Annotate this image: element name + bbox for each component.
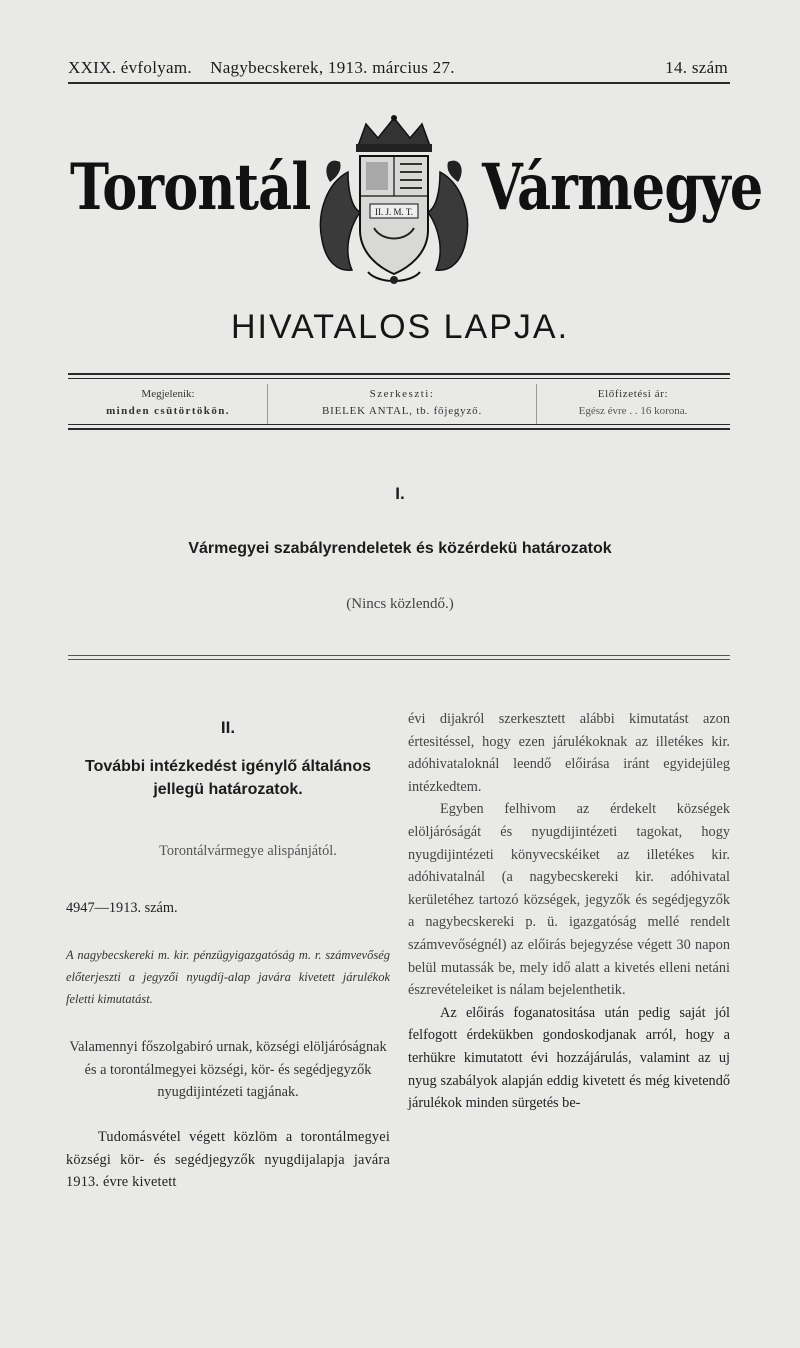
- masthead-title-right: Vármegye: [482, 150, 763, 225]
- section-1-title: Vármegyei szabályrendeletek és közérdekü határozatok: [188, 540, 612, 557]
- section-rule-1: [68, 655, 730, 656]
- header-rule: [68, 82, 730, 84]
- info-rule-top-2: [68, 378, 730, 379]
- section-2-title-line1: További intézkedést igénylő általános: [85, 758, 371, 775]
- publish-value: minden csütörtökön.: [106, 405, 230, 417]
- editor-label: Szerkeszti:: [369, 388, 435, 400]
- masthead-title-left: Torontál: [70, 150, 311, 225]
- right-paragraph-2: Egyben felhivom az érdekelt községek elöljáróságát és nyugdijintézeti tagokat, hogy nyugdijintézeti könyvecskéiket az illetékes kir. adóhivatalnál (a nagybecskereki kir. adóhivatal kerületéhez tartozó községek, jegyzők és segédjegyzők a nagybecskereki p. ü. igazgatóság mellé rendelt számvevőségnél) az előirás bejegyzése végett 30 napon belül mutassák be, mely idő alatt a kivetés elleni netáni észrevételeiket is nálam bejelenthetik.: [408, 801, 730, 999]
- publish-label: Megjelenik:: [141, 388, 195, 400]
- info-rule-top-1: [68, 373, 730, 375]
- editor-value: BIELEK ANTAL, tb. főjegyző.: [321, 405, 483, 417]
- section-2-number: II.: [220, 718, 236, 737]
- addressee-text: Valamennyi főszolgabiró urnak, községi elöljáróságnak és a torontálmegyei községi, kör- és segédjegyzők nyugdijintézeti tagjának.: [69, 1039, 387, 1101]
- summary-text: A nagybecskereki m. kir. pénzügyigazgatóság m. r. számvevőség előterjeszti a jegyzői nyugdíj-alap javára kivetett járulékok feletti kimutatást.: [66, 948, 390, 1007]
- info-price: [537, 386, 729, 420]
- coat-of-arms-icon: [308, 112, 480, 288]
- right-column: [408, 708, 730, 1115]
- price-label: Előfizetési ár:: [597, 388, 669, 400]
- info-editor: [268, 386, 536, 420]
- issue-header: [68, 58, 730, 82]
- left-column: [66, 840, 390, 1194]
- section-rule-2: [68, 659, 730, 660]
- body-start: Tudomásvétel végett közlöm a torontálmegyei községi kör- és segédjegyzők nyugdijalapja javára 1913. évre kivetett: [66, 1128, 390, 1191]
- volume-date: XXIX. évfolyam. Nagybecskerek, 1913. március 27.: [68, 58, 455, 77]
- section-1-number: I.: [395, 484, 405, 503]
- masthead-subtitle: HIVATALOS LAPJA.: [230, 308, 570, 346]
- right-paragraph-3: Az előirás foganatositása után pedig saját jól felfogott érdekükben gondoskodjanak arról, hogy a terhükre kimutatott évi hozzájárulás, valamint az uj nyug szabályok alapján eddig kivetett és még kivetendő járulékok minden sürgetés be-: [408, 1004, 730, 1112]
- crest-label: II. J. M. T.: [375, 207, 413, 217]
- info-publish: [70, 386, 266, 420]
- price-value: Egész évre . . 16 korona.: [578, 405, 688, 417]
- right-paragraph-1: évi dijakról szerkesztett alábbi kimutatást azon értesitéssel, hogy ezen járulékoknak az illetékes kir. adóhivataloknál leendő előirása iránt egyidejüleg intézkedtem.: [408, 711, 730, 795]
- info-rule-bottom-1: [68, 424, 730, 425]
- issue-number: 14. szám: [665, 58, 728, 77]
- section-2-title-line2: jellegü határozatok.: [153, 781, 303, 798]
- info-rule-bottom-2: [68, 428, 730, 430]
- section-1-note: (Nincs közlendő.): [346, 596, 454, 612]
- section-2-title: [64, 755, 392, 801]
- issuer-line: Torontálvármegye alispánjától.: [159, 843, 337, 859]
- reference-number: 4947—1913. szám.: [66, 899, 178, 916]
